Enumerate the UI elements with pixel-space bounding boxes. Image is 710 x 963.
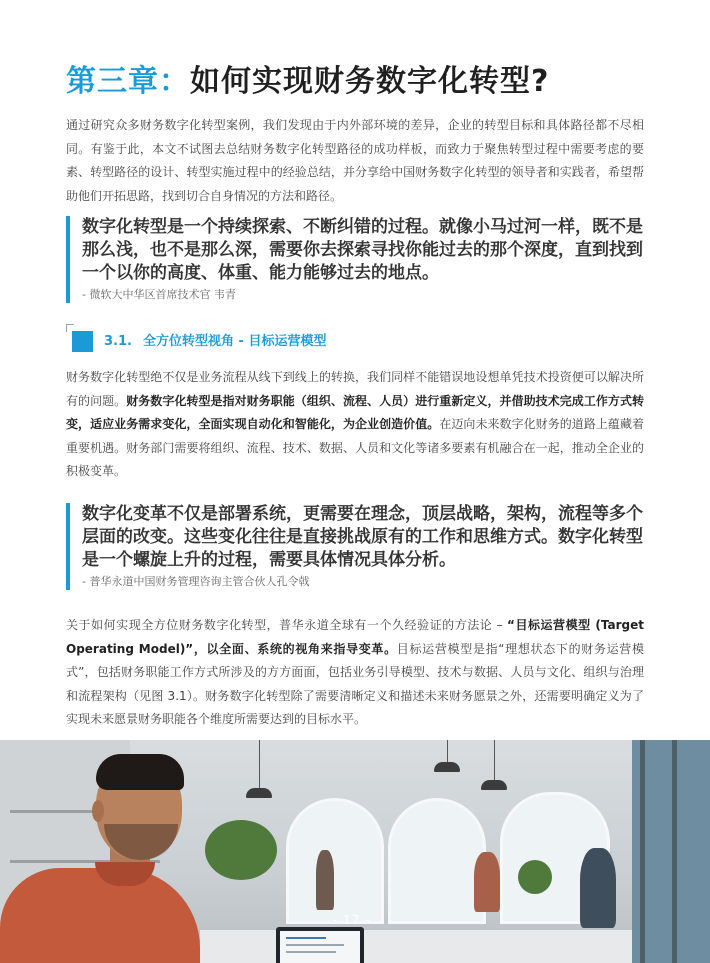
quote-block-1 bbox=[66, 216, 656, 303]
photo-plant bbox=[518, 860, 552, 894]
photo-man-hair bbox=[96, 754, 184, 790]
section-title: 全方位转型视角 - 目标运营模型 bbox=[143, 334, 327, 349]
paragraph-bold-text: 财务数字化转型是指对财务职能（组织、流程、人员）进行重新定义，并借助技术完成工作方式转变，适应业务需求变化，全面实现自动化和智能化，为企业创造价值。 bbox=[66, 393, 644, 432]
page-number: - 17 - bbox=[333, 913, 371, 927]
section-number: 3.1. bbox=[104, 334, 132, 349]
photo-lamp-wire bbox=[494, 740, 495, 780]
chapter-title bbox=[66, 62, 549, 102]
photo-lamp bbox=[481, 780, 507, 790]
section-heading bbox=[66, 324, 466, 352]
paragraph-bold-text: “目标运营模型 (Target Operating Model)”，以全面、系统的视角来指导变革。 bbox=[66, 618, 644, 656]
photo-background-person bbox=[474, 852, 500, 912]
photo-lamp bbox=[434, 762, 460, 772]
photo-man-ear bbox=[92, 800, 104, 822]
paragraph-text: 目标运营模型是指“理想状态下的财务运营模式”，包括财务职能工作方式所涉及的方方面面，包括业务引导模型、技术与数据、人员与文化、组织与治理和流程架构（见图 3.1）。财务数字化转型除了需要清晰定义和描述未来财务愿景之外，还需要明确定义为了实现未来愿景财务职能各个维度所需要达到的目标水平。 bbox=[66, 641, 644, 727]
body-paragraph-2 bbox=[66, 366, 644, 484]
quote-text: 数字化变革不仅是部署系统，更需要在理念，顶层战略，架构，流程等多个层面的改变。这些变化往往是直接挑战原有的工作和思维方式。数字化转型是一个螺旋上升的过程，需要具体情况具体分析。 bbox=[82, 504, 643, 570]
photo-background-person bbox=[316, 850, 334, 910]
photo-window bbox=[388, 798, 486, 924]
paragraph-text: 财务数字化转型绝不仅是业务流程从线下到线上的转换，我们同样不能错误地设想单凭技术投资便可以解决所有的问题。 bbox=[66, 370, 644, 408]
photo-background-person bbox=[580, 848, 616, 928]
photo-desk bbox=[200, 930, 632, 963]
quote-source: - 普华永道中国财务管理咨询主管合伙人孔令戟 bbox=[82, 575, 310, 588]
photo-lamp-wire bbox=[259, 740, 260, 788]
quote-source: - 微软大中华区首席技术官 韦青 bbox=[82, 288, 236, 301]
section-square-icon bbox=[72, 331, 93, 352]
photo-lamp bbox=[246, 788, 272, 798]
photo-lamp-wire bbox=[447, 740, 448, 762]
photo-laptop-screen bbox=[280, 931, 360, 963]
chapter-number: 第三章： bbox=[66, 64, 190, 99]
photo-plant bbox=[205, 820, 277, 880]
intro-paragraph: 通过研究众多财务数字化转型案例，我们发现由于内外部环境的差异，企业的转型目标和具体路径都不尽相同。有鉴于此，本文不试图去总结财务数字化转型路径的成功样板，而致力于聚焦转型过程中需要考虑的要素、转型路径的设计、转型实施过程中的经验总结，并分享给中国财务数字化转型的领导者和实践者，希望帮助他们开拓思路，找到切合自身情况的方法和路径。 bbox=[66, 118, 644, 203]
quote-text: 数字化转型是一个持续探索、不断纠错的过程。就像小马过河一样，既不是那么浅，也不是那么深，需要你去探索寻找你能过去的那个深度，直到找到一个以你的高度、体重、能力能够过去的地点。 bbox=[82, 217, 643, 283]
photo-glass-wall bbox=[632, 740, 710, 963]
quote-block-2 bbox=[66, 503, 656, 590]
paragraph-text: 关于如何实现全方位财务数字化转型，普华永道全球有一个久经验证的方法论 – bbox=[66, 618, 508, 632]
photo-window bbox=[286, 798, 384, 924]
body-paragraph-3 bbox=[66, 614, 644, 732]
chapter-heading: 如何实现财务数字化转型? bbox=[190, 64, 550, 99]
office-photo bbox=[0, 740, 710, 963]
photo-man-shirt bbox=[0, 868, 200, 963]
paragraph-text: 在迈向未来数字化财务的道路上蕴藏着重要机遇。财务部门需要将组织、流程、技术、数据、人员和文化等诸多要素有机融合在一起，推动全企业的积极变革。 bbox=[66, 417, 644, 479]
